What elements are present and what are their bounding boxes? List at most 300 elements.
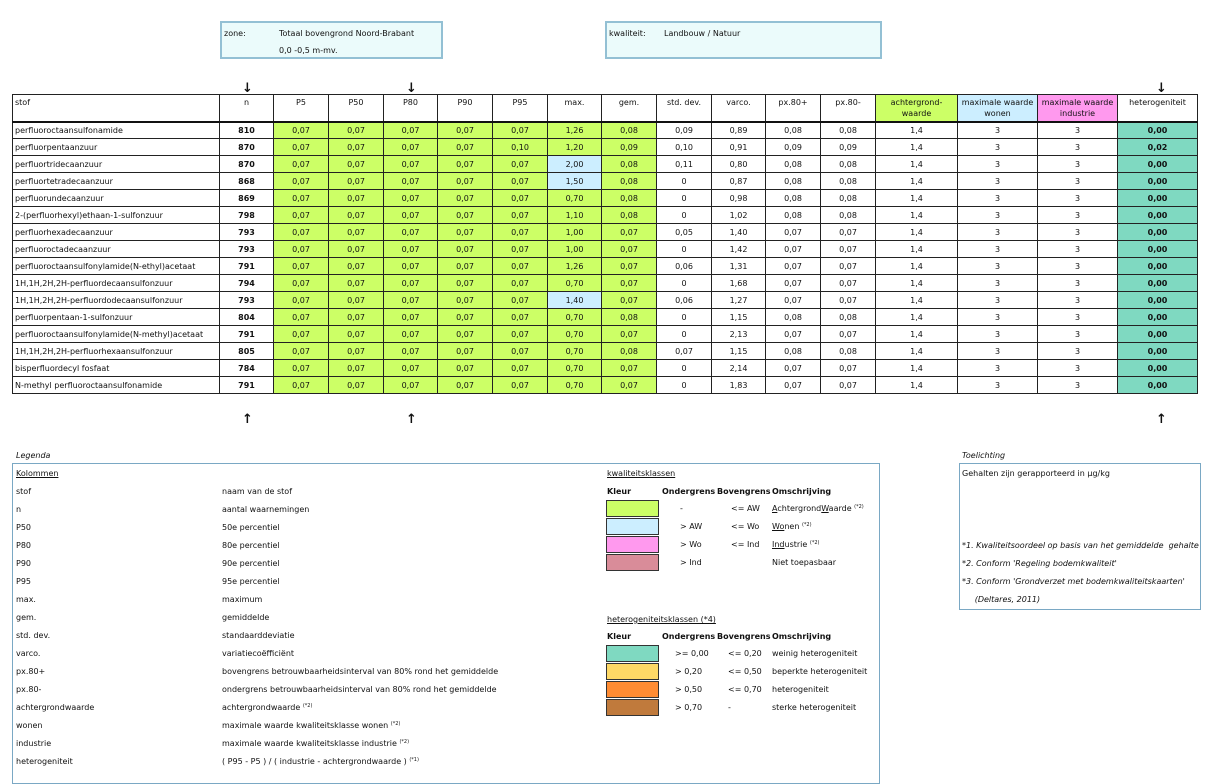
cell-p95: 0,07 [493, 309, 548, 326]
cell-p80: 0,07 [384, 360, 438, 377]
legend-col-desc: gemiddelde [222, 613, 270, 622]
legend-col-desc: variatiecoëfficiënt [222, 649, 295, 658]
cell-p5: 0,07 [274, 139, 329, 156]
legend-col-name: gem. [16, 613, 37, 622]
cell-p80: 0,07 [384, 156, 438, 173]
cell-p90: 0,07 [438, 258, 493, 275]
cell-p50: 0,07 [329, 360, 384, 377]
cell-p80: 0,07 [384, 377, 438, 394]
cell-n: 794 [220, 275, 274, 292]
kwaliteit-boven: <= Ind [731, 540, 760, 549]
cell-varco: 0,89 [712, 122, 766, 139]
cell-p90: 0,07 [438, 224, 493, 241]
cell-std: 0,09 [657, 122, 712, 139]
kwaliteit-value: Landbouw / Natuur [664, 29, 741, 38]
table-row [13, 343, 1198, 360]
table-row [13, 190, 1198, 207]
table-row [13, 360, 1198, 377]
cell-wonen: 3 [958, 156, 1038, 173]
cell-std: 0 [657, 173, 712, 190]
cell-p90: 0,07 [438, 190, 493, 207]
arrow-down-icon: ↓ [1156, 81, 1167, 96]
zone-label: zone: [224, 29, 246, 38]
cell-industrie: 3 [1038, 309, 1118, 326]
cell-p5: 0,07 [274, 156, 329, 173]
cell-max: 0,70 [548, 343, 602, 360]
legend-col-name: stof [16, 487, 32, 496]
cell-std: 0 [657, 190, 712, 207]
cell-varco: 1,42 [712, 241, 766, 258]
cell-p95: 0,07 [493, 207, 548, 224]
cell-p90: 0,07 [438, 343, 493, 360]
cell-p5: 0,07 [274, 258, 329, 275]
cell-p5: 0,07 [274, 360, 329, 377]
cell-p95: 0,07 [493, 275, 548, 292]
legend-col-desc: maximale waarde kwaliteitsklasse wonen $^{(*2)}$ [222, 721, 401, 730]
cell-p50: 0,07 [329, 326, 384, 343]
cell-px80p: 0,08 [766, 309, 821, 326]
hetero-boven: <= 0,70 [728, 685, 762, 694]
toelichting-note: *2. Conform 'Regeling bodemkwaliteit' [962, 559, 1117, 568]
hetero-onder: >= 0,00 [675, 649, 709, 658]
cell-px80p: 0,07 [766, 224, 821, 241]
cell-p95: 0,07 [493, 343, 548, 360]
cell-p50: 0,07 [329, 377, 384, 394]
kwaliteit-onder: > Wo [680, 540, 702, 549]
cell-aw: 1,4 [876, 292, 958, 309]
cell-het: 0,00 [1118, 207, 1198, 224]
cell-wonen: 3 [958, 326, 1038, 343]
cell-n: 784 [220, 360, 274, 377]
legend-col-name: industrie [16, 739, 52, 748]
cell-max: 1,50 [548, 173, 602, 190]
cell-industrie: 3 [1038, 377, 1118, 394]
kwaliteit-onder: > Ind [680, 558, 702, 567]
hetero-title: heterogeniteitsklassen (*4) [607, 615, 716, 624]
table-header-row [13, 95, 1198, 122]
cell-gem: 0,07 [602, 224, 657, 241]
hetero-boven: <= 0,50 [728, 667, 762, 676]
cell-p5: 0,07 [274, 241, 329, 258]
cell-varco: 1,02 [712, 207, 766, 224]
hetero-swatch [606, 663, 659, 680]
cell-gem: 0,08 [602, 173, 657, 190]
cell-p95: 0,07 [493, 377, 548, 394]
cell-px80p: 0,08 [766, 122, 821, 139]
cell-p90: 0,07 [438, 139, 493, 156]
table-row [13, 139, 1198, 156]
col-wonen: maximale waarde wonen [958, 95, 1038, 122]
cell-het: 0,00 [1118, 224, 1198, 241]
cell-p5: 0,07 [274, 326, 329, 343]
cell-p80: 0,07 [384, 207, 438, 224]
results-table [12, 94, 1198, 394]
col-varco: varco. [712, 95, 766, 122]
cell-wonen: 3 [958, 360, 1038, 377]
cell-wonen: 3 [958, 224, 1038, 241]
cell-n: 798 [220, 207, 274, 224]
cell-gem: 0,07 [602, 275, 657, 292]
kwaliteit-omschrijving: AchtergrondWaarde $^{(*2)}$ [772, 504, 864, 513]
cell-p95: 0,07 [493, 156, 548, 173]
cell-industrie: 3 [1038, 360, 1118, 377]
legend-col-desc: standaarddeviatie [222, 631, 295, 640]
cell-max: 0,70 [548, 190, 602, 207]
cell-n: 791 [220, 326, 274, 343]
cell-gem: 0,08 [602, 190, 657, 207]
cell-varco: 2,14 [712, 360, 766, 377]
cell-std: 0 [657, 309, 712, 326]
cell-px80m: 0,08 [821, 122, 876, 139]
legend-col-name: px.80+ [16, 667, 46, 676]
cell-p5: 0,07 [274, 275, 329, 292]
cell-std: 0 [657, 241, 712, 258]
cell-stof: 2-(perfluorhexyl)ethaan-1-sulfonzuur [13, 207, 220, 224]
cell-p95: 0,07 [493, 122, 548, 139]
cell-px80p: 0,08 [766, 343, 821, 360]
cell-stof: 1H,1H,2H,2H-perfluordodecaansulfonzuur [13, 292, 220, 309]
cell-aw: 1,4 [876, 309, 958, 326]
cell-p90: 0,07 [438, 377, 493, 394]
legend-col-name: varco. [16, 649, 41, 658]
cell-std: 0 [657, 326, 712, 343]
kwaliteit-omschrijving: Niet toepasbaar [772, 558, 837, 567]
col-max: max. [548, 95, 602, 122]
cell-aw: 1,4 [876, 122, 958, 139]
cell-industrie: 3 [1038, 190, 1118, 207]
cell-p5: 0,07 [274, 190, 329, 207]
cell-std: 0,11 [657, 156, 712, 173]
cell-varco: 0,91 [712, 139, 766, 156]
cell-max: 1,26 [548, 122, 602, 139]
col-industrie: maximale waarde industrie [1038, 95, 1118, 122]
cell-het: 0,00 [1118, 360, 1198, 377]
arrow-up-icon: ↑ [1156, 412, 1167, 427]
cell-aw: 1,4 [876, 275, 958, 292]
cell-n: 793 [220, 241, 274, 258]
table-row [13, 275, 1198, 292]
cell-std: 0 [657, 360, 712, 377]
cell-wonen: 3 [958, 173, 1038, 190]
cell-gem: 0,07 [602, 360, 657, 377]
cell-p80: 0,07 [384, 122, 438, 139]
hetero-omschr: heterogeniteit [772, 685, 829, 694]
cell-px80m: 0,07 [821, 258, 876, 275]
cell-p80: 0,07 [384, 309, 438, 326]
legend-col-name: P80 [16, 541, 32, 550]
cell-n: 868 [220, 173, 274, 190]
table-row [13, 122, 1198, 139]
cell-px80p: 0,08 [766, 207, 821, 224]
cell-p50: 0,07 [329, 190, 384, 207]
cell-px80p: 0,07 [766, 326, 821, 343]
kwaliteit-col-onder: Ondergrens [662, 487, 716, 496]
cell-p95: 0,07 [493, 292, 548, 309]
cell-px80p: 0,09 [766, 139, 821, 156]
cell-n: 870 [220, 139, 274, 156]
cell-industrie: 3 [1038, 122, 1118, 139]
hetero-col-onder: Ondergrens [662, 632, 716, 641]
cell-varco: 1,15 [712, 343, 766, 360]
legend-col-name: px.80- [16, 685, 42, 694]
cell-p80: 0,07 [384, 241, 438, 258]
col-px80m: px.80- [821, 95, 876, 122]
cell-wonen: 3 [958, 309, 1038, 326]
cell-px80m: 0,08 [821, 156, 876, 173]
cell-stof: perfluorpentaanzuur [13, 139, 220, 156]
hetero-boven: <= 0,20 [728, 649, 762, 658]
cell-max: 2,00 [548, 156, 602, 173]
cell-wonen: 3 [958, 190, 1038, 207]
cell-p5: 0,07 [274, 292, 329, 309]
toelichting-box [959, 463, 1201, 610]
cell-wonen: 3 [958, 275, 1038, 292]
cell-p95: 0,07 [493, 224, 548, 241]
hetero-col-boven: Bovengrens [717, 632, 771, 641]
cell-p5: 0,07 [274, 343, 329, 360]
kwaliteit-swatch [606, 554, 659, 571]
table-row [13, 258, 1198, 275]
cell-wonen: 3 [958, 207, 1038, 224]
cell-p95: 0,10 [493, 139, 548, 156]
legend-col-desc: 90e percentiel [222, 559, 280, 568]
cell-aw: 1,4 [876, 343, 958, 360]
cell-het: 0,00 [1118, 258, 1198, 275]
hetero-swatch [606, 681, 659, 698]
cell-het: 0,02 [1118, 139, 1198, 156]
cell-px80p: 0,08 [766, 190, 821, 207]
cell-aw: 1,4 [876, 156, 958, 173]
hetero-onder: > 0,20 [675, 667, 703, 676]
cell-wonen: 3 [958, 377, 1038, 394]
cell-varco: 1,15 [712, 309, 766, 326]
cell-stof: perfluorpentaan-1-sulfonzuur [13, 309, 220, 326]
cell-p90: 0,07 [438, 309, 493, 326]
col-px80p: px.80+ [766, 95, 821, 122]
kwaliteit-col-kleur: Kleur [607, 487, 632, 496]
cell-p5: 0,07 [274, 377, 329, 394]
col-std: std. dev. [657, 95, 712, 122]
cell-het: 0,00 [1118, 377, 1198, 394]
cell-n: 870 [220, 156, 274, 173]
cell-stof: 1H,1H,2H,2H-perfluorhexaansulfonzuur [13, 343, 220, 360]
cell-varco: 0,87 [712, 173, 766, 190]
cell-aw: 1,4 [876, 190, 958, 207]
cell-p90: 0,07 [438, 122, 493, 139]
cell-p50: 0,07 [329, 275, 384, 292]
cell-varco: 2,13 [712, 326, 766, 343]
legend-col-desc: naam van de stof [222, 487, 293, 496]
cell-p90: 0,07 [438, 207, 493, 224]
cell-p95: 0,07 [493, 258, 548, 275]
legend-col-desc: ( P95 - P5 ) / ( industrie - achtergrondwaarde ) $^{(*1)}$ [222, 757, 419, 766]
col-p50: P50 [329, 95, 384, 122]
legend-col-desc: 50e percentiel [222, 523, 280, 532]
cell-p50: 0,07 [329, 139, 384, 156]
legend-col-name: achtergrondwaarde [16, 703, 95, 712]
legend-col-name: P50 [16, 523, 32, 532]
arrow-down-icon: ↓ [406, 81, 417, 96]
cell-std: 0,07 [657, 343, 712, 360]
cell-het: 0,00 [1118, 122, 1198, 139]
cell-px80p: 0,08 [766, 173, 821, 190]
cell-aw: 1,4 [876, 360, 958, 377]
cell-stof: perfluortetradecaanzuur [13, 173, 220, 190]
cell-het: 0,00 [1118, 241, 1198, 258]
kwaliteit-onder: - [680, 504, 683, 513]
arrow-up-icon: ↑ [406, 412, 417, 427]
cell-p50: 0,07 [329, 122, 384, 139]
cell-p5: 0,07 [274, 122, 329, 139]
cell-px80m: 0,07 [821, 224, 876, 241]
cell-industrie: 3 [1038, 292, 1118, 309]
cell-wonen: 3 [958, 122, 1038, 139]
cell-stof: perfluortridecaanzuur [13, 156, 220, 173]
cell-varco: 1,68 [712, 275, 766, 292]
cell-het: 0,00 [1118, 275, 1198, 292]
cell-p80: 0,07 [384, 190, 438, 207]
legend-col-desc: 80e percentiel [222, 541, 280, 550]
cell-stof: perfluorhexadecaanzuur [13, 224, 220, 241]
kolommen-title: Kolommen [16, 469, 59, 478]
cell-max: 0,70 [548, 309, 602, 326]
table-row [13, 224, 1198, 241]
legend-col-name: heterogeniteit [16, 757, 73, 766]
kwaliteit-swatch [606, 536, 659, 553]
legend-col-name: n [16, 505, 22, 514]
col-gem: gem. [602, 95, 657, 122]
cell-max: 1,00 [548, 241, 602, 258]
cell-aw: 1,4 [876, 241, 958, 258]
arrow-up-icon: ↑ [242, 412, 253, 427]
cell-p80: 0,07 [384, 224, 438, 241]
cell-px80m: 0,08 [821, 309, 876, 326]
cell-p95: 0,07 [493, 326, 548, 343]
cell-n: 793 [220, 224, 274, 241]
zone-box [220, 21, 443, 59]
cell-industrie: 3 [1038, 156, 1118, 173]
cell-het: 0,00 [1118, 326, 1198, 343]
hetero-swatch [606, 699, 659, 716]
hetero-onder: > 0,50 [675, 685, 703, 694]
cell-p95: 0,07 [493, 173, 548, 190]
cell-het: 0,00 [1118, 343, 1198, 360]
cell-p50: 0,07 [329, 241, 384, 258]
cell-aw: 1,4 [876, 139, 958, 156]
cell-stof: bisperfluordecyl fosfaat [13, 360, 220, 377]
cell-wonen: 3 [958, 241, 1038, 258]
cell-gem: 0,08 [602, 122, 657, 139]
kwaliteit-col-boven: Bovengrens [717, 487, 771, 496]
cell-industrie: 3 [1038, 207, 1118, 224]
cell-gem: 0,08 [602, 207, 657, 224]
cell-p80: 0,07 [384, 343, 438, 360]
cell-gem: 0,09 [602, 139, 657, 156]
cell-max: 0,70 [548, 326, 602, 343]
cell-p50: 0,07 [329, 173, 384, 190]
cell-p90: 0,07 [438, 326, 493, 343]
cell-px80p: 0,07 [766, 377, 821, 394]
cell-het: 0,00 [1118, 156, 1198, 173]
cell-het: 0,00 [1118, 190, 1198, 207]
cell-p95: 0,07 [493, 190, 548, 207]
kwaliteitsklassen-title: kwaliteitsklassen [607, 469, 676, 478]
cell-std: 0 [657, 377, 712, 394]
cell-max: 0,70 [548, 275, 602, 292]
cell-p95: 0,07 [493, 241, 548, 258]
cell-wonen: 3 [958, 292, 1038, 309]
cell-varco: 1,31 [712, 258, 766, 275]
legend-col-name: max. [16, 595, 36, 604]
cell-aw: 1,4 [876, 224, 958, 241]
cell-max: 1,00 [548, 224, 602, 241]
cell-gem: 0,07 [602, 292, 657, 309]
cell-gem: 0,07 [602, 326, 657, 343]
legend-col-name: wonen [16, 721, 43, 730]
col-stof: stof [13, 95, 220, 122]
cell-aw: 1,4 [876, 173, 958, 190]
cell-p50: 0,07 [329, 309, 384, 326]
cell-px80m: 0,07 [821, 292, 876, 309]
cell-het: 0,00 [1118, 292, 1198, 309]
cell-varco: 1,83 [712, 377, 766, 394]
hetero-boven: - [728, 703, 731, 712]
cell-wonen: 3 [958, 139, 1038, 156]
cell-std: 0,06 [657, 258, 712, 275]
cell-max: 0,70 [548, 377, 602, 394]
cell-n: 804 [220, 309, 274, 326]
legend-col-desc: ondergrens betrouwbaarheidsinterval van 80% rond het gemiddelde [222, 685, 497, 694]
table-row [13, 207, 1198, 224]
kwaliteit-boven: <= Wo [731, 522, 760, 531]
cell-max: 1,20 [548, 139, 602, 156]
cell-std: 0,06 [657, 292, 712, 309]
cell-px80m: 0,07 [821, 360, 876, 377]
legend-title: Legenda [16, 451, 51, 460]
cell-p50: 0,07 [329, 156, 384, 173]
cell-industrie: 3 [1038, 139, 1118, 156]
cell-p80: 0,07 [384, 139, 438, 156]
cell-max: 1,26 [548, 258, 602, 275]
cell-px80p: 0,07 [766, 292, 821, 309]
cell-varco: 0,80 [712, 156, 766, 173]
col-heterogeniteit: heterogeniteit [1118, 95, 1198, 122]
cell-px80m: 0,07 [821, 241, 876, 258]
cell-gem: 0,07 [602, 258, 657, 275]
hetero-omschr: beperkte heterogeniteit [772, 667, 868, 676]
legend-col-desc: maximale waarde kwaliteitsklasse industrie $^{(*2)}$ [222, 739, 410, 748]
cell-p80: 0,07 [384, 275, 438, 292]
cell-n: 791 [220, 258, 274, 275]
legend-col-name: P90 [16, 559, 32, 568]
kwaliteit-box [605, 21, 882, 59]
cell-stof: N-methyl perfluoroctaansulfonamide [13, 377, 220, 394]
cell-p50: 0,07 [329, 207, 384, 224]
cell-p5: 0,07 [274, 207, 329, 224]
cell-wonen: 3 [958, 343, 1038, 360]
kwaliteit-label: kwaliteit: [609, 29, 646, 38]
legend-col-desc: aantal waarnemingen [222, 505, 310, 514]
kwaliteit-boven: <= AW [731, 504, 760, 513]
cell-px80m: 0,08 [821, 173, 876, 190]
cell-stof: perfluoroctaansulfonamide [13, 122, 220, 139]
cell-p5: 0,07 [274, 173, 329, 190]
kwaliteit-swatch [606, 500, 659, 517]
col-p80: P80 [384, 95, 438, 122]
table-row [13, 156, 1198, 173]
cell-p90: 0,07 [438, 292, 493, 309]
cell-p5: 0,07 [274, 224, 329, 241]
